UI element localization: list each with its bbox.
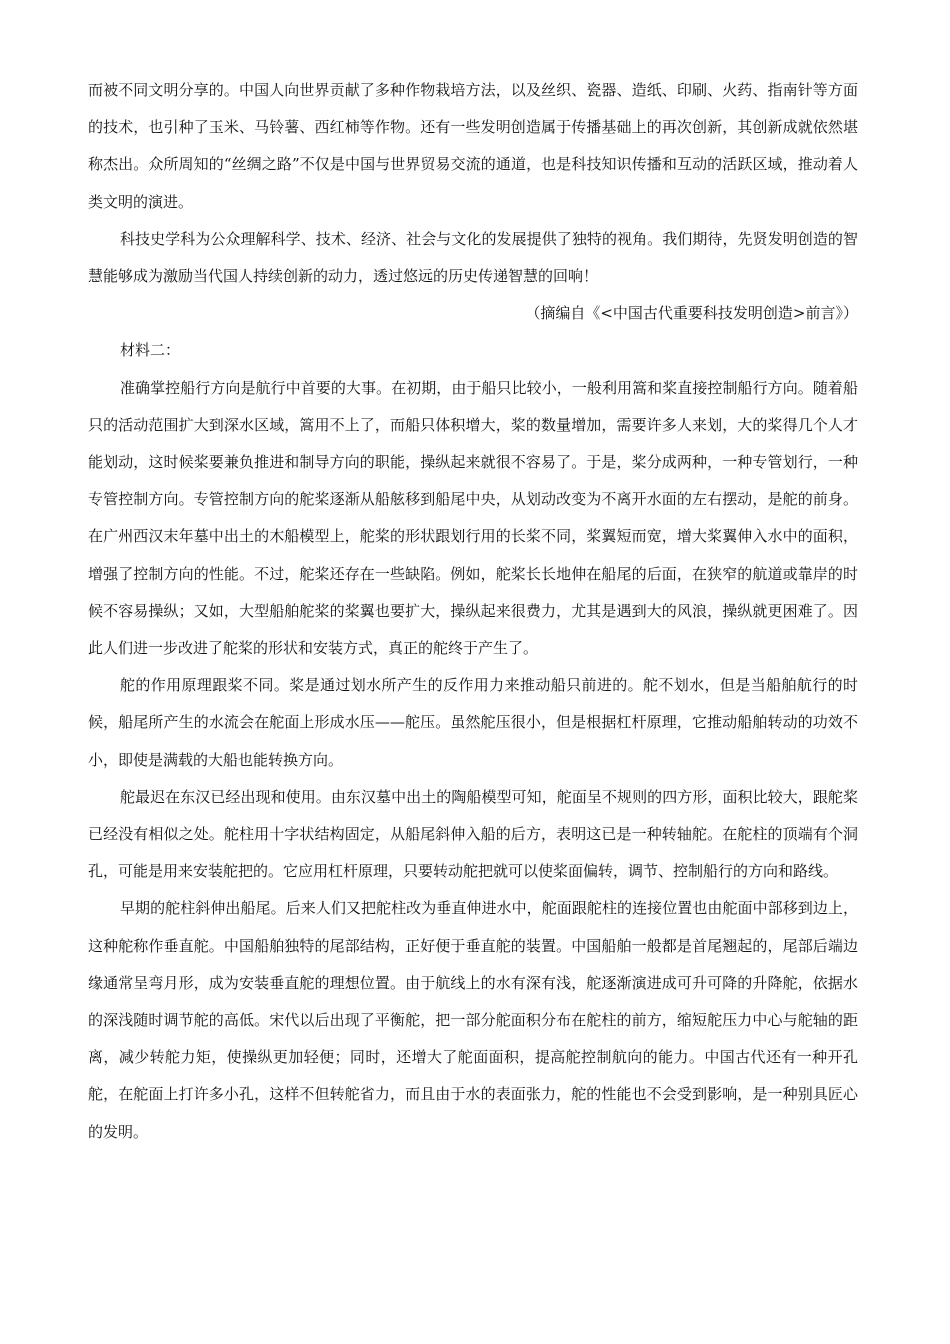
material-two-paragraph-1: 准确掌控船行方向是航行中首要的大事。在初期，由于船只比较小，一般利用篙和桨直接控制船行方向。随着船只的活动范围扩大到深水区域，篙用不上了，而船只体积增大，桨的数量增加，需要许多人来划，大的桨得几个人才能划动，这时候桨要兼负推进和制导方向的职能，操纵起来就很不容易了。于是，桨分成两种，一种专管划行，一种专管控制方向。专管控制方向的舵桨逐渐从船舷移到船尾中央，从划动改变为不离开水面的左右摆动，是舵的前身。在广州西汉末年墓中出土的木船模型上，舵桨的形状跟划行用的长桨不同，桨翼短而宽，增大桨翼伸入水中的面积，增强了控制方向的性能。不过，舵桨还存在一些缺陷。例如，舵桨长长地伸在船尾的后面，在狭窄的航道或靠岸的时候不容易操纵；又如，大型船舶舵桨的桨翼也要扩大，操纵起来很费力，尤其是遇到大的风浪，操纵就更困难了。因此人们进一步改进了舵桨的形状和安装方式，真正的舵终于产生了。 [88,378,858,658]
material-one-paragraph-1: 而被不同文明分享的。中国人向世界贡献了多种作物栽培方法，以及丝织、瓷器、造纸、印刷、火药、指南针等方面的技术，也引种了玉米、马铃薯、西红柿等作物。还有一些发明创造属于传播基础上的再次创新，其创新成就依然堪称杰出。众所周知的“丝绸之路”不仅是中国与世界贸易交流的通道，也是科技知识传播和互动的活跃区域，推动着人类文明的演进。 [88,81,858,211]
source-citation: （摘编自《<中国古代重要科技发明创造>前言》） [525,304,858,323]
material-two-paragraph-2: 舵的作用原理跟桨不同。桨是通过划水所产生的反作用力来推动船只前进的。舵不划水，但是当船舶航行的时候，船尾所产生的水流会在舵面上形成水压——舵压。虽然舵压很小，但是根据杠杆原理，它推动船舶转动的功效不小，即使是满载的大船也能转换方向。 [88,676,858,769]
document-page [88,72,858,1151]
material-two-paragraph-4: 早期的舵柱斜伸出船尾。后来人们又把舵柱改为垂直伸进水中，舵面跟舵柱的连接位置也由舵面中部移到边上，这种舵称作垂直舵。中国船舶独特的尾部结构，正好便于垂直舵的装置。中国船舶一般都是首尾翘起的，尾部后端边缘通常呈弯月形，成为安装垂直舵的理想位置。由于航线上的水有深有浅，舵逐渐演进成可升可降的升降舵，依据水的深浅随时调节舵的高低。宋代以后出现了平衡舵，把一部分舵面积分布在舵柱的前方，缩短舵压力中心与舵轴的距离，减少转舵力矩，使操纵更加轻便；同时，还增大了舵面面积，提高舵控制航向的能力。中国古代还有一种开孔舵，在舵面上打许多小孔，这样不但转舵省力，而且由于水的表面张力，舵的性能也不会受到影响，是一种别具匠心的发明。 [88,899,858,1141]
material-two-paragraph-3: 舵最迟在东汉已经出现和使用。由东汉墓中出土的陶船模型可知，舵面呈不规则的四方形，面积比较大，跟舵桨已经没有相似之处。舵柱用十字状结构固定，从船尾斜伸入船的后方，表明这已是一种转轴舵。在舵柱的顶端有个洞孔，可能是用来安装舵把的。它应用杠杆原理，只要转动舵把就可以使桨面偏转，调节、控制船行的方向和路线。 [88,787,858,881]
material-one-paragraph-2: 科技史学科为公众理解科学、技术、经济、社会与文化的发展提供了独特的视角。我们期待，先贤发明创造的智慧能够成为激励当代国人持续创新的动力，透过悠远的历史传递智慧的回响！ [88,229,858,286]
material-two-heading: 材料二： [120,341,181,360]
